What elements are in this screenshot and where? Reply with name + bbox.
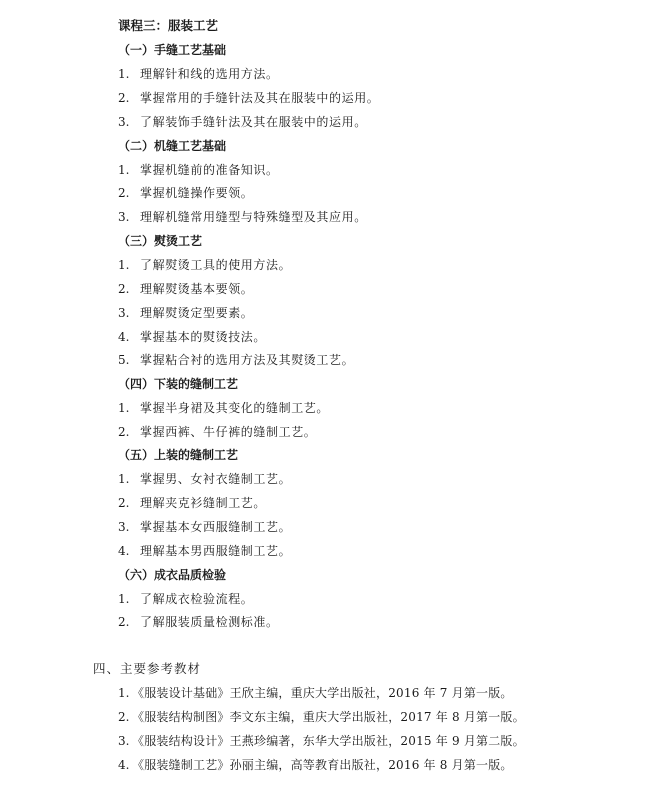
item-text: 《服装结构制图》李文东主编，重庆大学出版社，2017 年 8 月第一版。 [132, 710, 525, 724]
item-text: 了解装饰手缝针法及其在服装中的运用。 [140, 115, 367, 129]
reference-item [118, 757, 513, 773]
item-number: 2. [118, 186, 130, 200]
section-title-ironing: （三）熨烫工艺 [118, 234, 203, 248]
item-text: 了解熨烫工具的使用方法。 [140, 258, 292, 272]
item-text: 理解夹克衫缝制工艺。 [140, 496, 267, 510]
item-number: 4. [118, 758, 130, 772]
item-number: 1. [118, 163, 130, 177]
item-number: 1. [118, 401, 130, 415]
list-item [118, 543, 291, 559]
item-number: 2. [118, 282, 130, 296]
item-number: 2. [118, 496, 130, 510]
item-text: 掌握机缝前的准备知识。 [140, 163, 279, 177]
item-number: 2. [118, 615, 130, 629]
list-item [118, 400, 329, 416]
item-number: 3. [118, 520, 130, 534]
reference-item [118, 733, 525, 749]
item-number: 3. [118, 306, 130, 320]
list-item [118, 591, 253, 607]
item-number: 1. [118, 686, 130, 700]
item-number: 2. [118, 425, 130, 439]
item-text: 理解基本男西服缝制工艺。 [140, 544, 292, 558]
item-text: 掌握基本女西服缝制工艺。 [140, 520, 292, 534]
item-text: 《服装设计基础》王欣主编，重庆大学出版社，2016 年 7 月第一版。 [132, 686, 513, 700]
item-number: 2. [118, 91, 130, 105]
item-text: 掌握男、女衬衣缝制工艺。 [140, 472, 292, 486]
reference-item [118, 685, 513, 701]
item-number: 4. [118, 330, 130, 344]
item-text: 掌握常用的手缝针法及其在服装中的运用。 [140, 91, 380, 105]
item-number: 3. [118, 210, 130, 224]
section-title-machine-sewing: （二）机缝工艺基础 [118, 139, 227, 153]
item-number: 1. [118, 258, 130, 272]
list-item [118, 162, 279, 178]
list-item [118, 329, 266, 345]
item-text: 掌握粘合衬的选用方法及其熨烫工艺。 [140, 353, 355, 367]
item-text: 《服装缝制工艺》孙丽主编，高等教育出版社，2016 年 8 月第一版。 [132, 758, 513, 772]
list-item [118, 90, 379, 106]
item-number: 1. [118, 472, 130, 486]
list-item [118, 185, 253, 201]
item-number: 5. [118, 353, 130, 367]
reference-item [118, 709, 525, 725]
item-text: 了解服装质量检测标准。 [140, 615, 279, 629]
item-text: 了解成衣检验流程。 [140, 592, 254, 606]
list-item [118, 495, 266, 511]
item-number: 3. [118, 734, 130, 748]
item-text: 掌握基本的熨烫技法。 [140, 330, 267, 344]
list-item [118, 66, 279, 82]
item-text: 掌握半身裙及其变化的缝制工艺。 [140, 401, 330, 415]
item-number: 1. [118, 67, 130, 81]
item-text: 理解熨烫基本要领。 [140, 282, 254, 296]
item-text: 理解熨烫定型要素。 [140, 306, 254, 320]
list-item [118, 305, 253, 321]
section-title-tops: （五）上装的缝制工艺 [118, 448, 239, 462]
list-item [118, 281, 253, 297]
section-title-quality-inspection: （六）成衣品质检验 [118, 568, 227, 582]
item-text: 理解机缝常用缝型与特殊缝型及其应用。 [140, 210, 367, 224]
item-text: 掌握机缝操作要领。 [140, 186, 254, 200]
item-number: 2. [118, 710, 130, 724]
section-title-bottoms: （四）下装的缝制工艺 [118, 377, 239, 391]
course-title: 课程三：服装工艺 [118, 18, 219, 33]
item-text: 掌握西裤、牛仔裤的缝制工艺。 [140, 425, 317, 439]
list-item [118, 519, 291, 535]
list-item [118, 209, 367, 225]
references-title: 四、主要参考教材 [93, 661, 202, 676]
section-title-hand-sewing: （一）手缝工艺基础 [118, 43, 227, 57]
list-item [118, 424, 316, 440]
item-number: 4. [118, 544, 130, 558]
list-item [118, 471, 291, 487]
item-text: 理解针和线的选用方法。 [140, 67, 279, 81]
list-item [118, 257, 291, 273]
list-item [118, 114, 367, 130]
list-item [118, 352, 354, 368]
item-number: 3. [118, 115, 130, 129]
item-text: 《服装结构设计》王燕珍编著，东华大学出版社，2015 年 9 月第二版。 [132, 734, 525, 748]
item-number: 1. [118, 592, 130, 606]
list-item [118, 614, 279, 630]
